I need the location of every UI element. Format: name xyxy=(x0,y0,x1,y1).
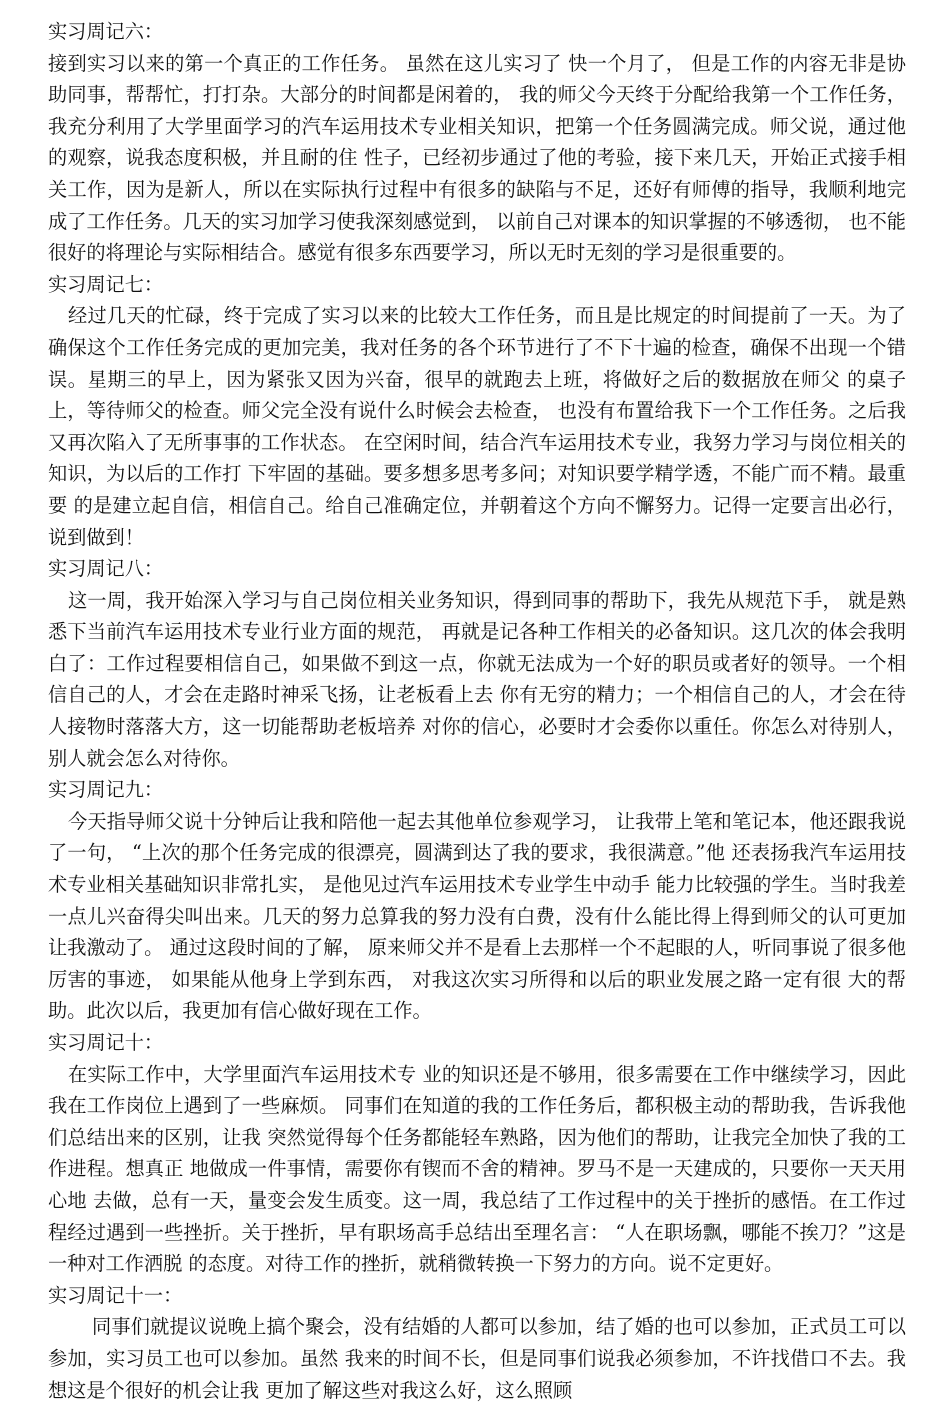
entry-heading: 实习周记十一： xyxy=(48,1283,183,1307)
entry-week-7 xyxy=(48,269,906,553)
entry-week-9 xyxy=(48,774,906,1027)
entry-body: 同事们就提议说晚上搞个聚会，没有结婚的人都可以参加，结了婚的也可以参加，正式员工可以参加，实习员工也可以参加。虽然 我来的时间不长，但是同事们说我必须参加，不许找借口不去。我想这是个很好的机会让我 更加了解这些对我这么好，这么照顾 xyxy=(48,1315,906,1402)
entry-body: 接到实习以来的第一个真正的工作任务。 虽然在这儿实习了 快一个月了， 但是工作的内容无非是协助同事，帮帮忙，打打杂。大部分的时间都是闲着的， 我的师父今天终于分配给我第一个工作任务， 我充分利用了大学里面学习的汽车运用技术专业相关知识，把第一个任务圆满完成。师父说，通过他的观察，说我态度积极，并且耐的住 性子，已经初步通过了他的考验，接下来几天，开始正式接手相关工作，因为是新人，所以在实际执行过程中有很多的缺陷与不足，还好有师傅的指导，我顺利地完成了工作任务。几天的实习加学习使我深刻感觉到， 以前自己对课本的知识掌握的不够透彻， 也不能很好的将理论与实际相结合。感觉有很多东西要学习，所以无时无刻的学习是很重要的。 xyxy=(48,51,906,265)
entry-heading: 实习周记九： xyxy=(48,778,164,802)
entry-week-8 xyxy=(48,553,906,774)
entry-body: 今天指导师父说十分钟后让我和陪他一起去其他单位参观学习， 让我带上笔和笔记本，他还跟我说了一句， “上次的那个任务完成的很漂亮，圆满到达了我的要求，我很满意。”他 还表扬我汽车运用技术专业相关基础知识非常扎实， 是他见过汽车运用技术专业学生中动手 能力比较强的学生。当时我差一点儿兴奋得尖叫出来。几天的努力总算我的努力没有白费，没有什么能比得上得到师父的认可更加让我激动了。 通过这段时间的了解， 原来师父并不是看上去那样一个不起眼的人，听同事说了很多他厉害的事迹， 如果能从他身上学到东西， 对我这次实习所得和以后的职业发展之路一定有很 大的帮助。此次以后，我更加有信心做好现在工作。 xyxy=(48,809,906,1023)
entry-week-11 xyxy=(48,1280,906,1406)
entry-heading: 实习周记八： xyxy=(48,557,164,581)
entry-body: 在实际工作中，大学里面汽车运用技术专 业的知识还是不够用，很多需要在工作中继续学习，因此我在工作岗位上遇到了一些麻烦。 同事们在知道的我的工作任务后，都积极主动的帮助我，告诉我他们总结出来的区别，让我 突然觉得每个任务都能轻车熟路，因为他们的帮助，让我完全加快了我的工作进程。想真正 地做成一件事情，需要你有锲而不舍的精神。罗马不是一天建成的，只要你一天天用心地 去做，总有一天，量变会发生质变。这一周，我总结了工作过程中的关于挫折的感悟。在工作过程经过遇到一些挫折。关于挫折，早有职场高手总结出至理名言： “人在职场飘，哪能不挨刀？”这是一种对工作洒脱 的态度。对待工作的挫折，就稍微转换一下努力的方向。说不定更好。 xyxy=(48,1062,906,1276)
entry-heading: 实习周记六： xyxy=(48,20,164,43)
entry-heading: 实习周记十： xyxy=(48,1031,164,1054)
entry-body: 这一周，我开始深入学习与自己岗位相关业务知识，得到同事的帮助下，我先从规范下手， 就是熟悉下当前汽车运用技术专业行业方面的规范， 再就是记各种工作相关的必备知识。这几次的体会我明白了：工作过程要相信自己，如果做不到这一点，你就无法成为一个好的职员或者好的领导。一个相信自己的人，才会在走路时神采飞扬，让老板看上去 你有无穷的精力；一个相信自己的人，才会在待人接物时落落大方，这一切能帮助老板培养 对你的信心，必要时才会委你以重任。你怎么对待别人，别人就会怎么对待你。 xyxy=(48,588,906,770)
entry-heading: 实习周记七： xyxy=(48,272,164,296)
entry-body: 经过几天的忙碌，终于完成了实习以来的比较大工作任务，而且是比规定的时间提前了一天。为了确保这个工作任务完成的更加完美，我对任务的各个环节进行了不下十遍的检查，确保不出现一个错误。星期三的早上，因为紧张又因为兴奋，很早的就跑去上班，将做好之后的数据放在师父 的桌子上，等待师父的检查。师父完全没有说什么时候会去检查， 也没有布置给我下一个工作任务。之后我又再次陷入了无所事事的工作状态。 在空闲时间，结合汽车运用技术专业，我努力学习与岗位相关的知识，为以后的工作打 下牢固的基础。要多想多思考多问；对知识要学精学透，不能广而不精。最重要 的是建立起自信，相信自己。给自己准确定位，并朝着这个方向不懈努力。记得一定要言出必行，说到做到！ xyxy=(48,304,906,549)
entry-week-10 xyxy=(48,1027,906,1280)
entry-week-6 xyxy=(48,16,906,269)
